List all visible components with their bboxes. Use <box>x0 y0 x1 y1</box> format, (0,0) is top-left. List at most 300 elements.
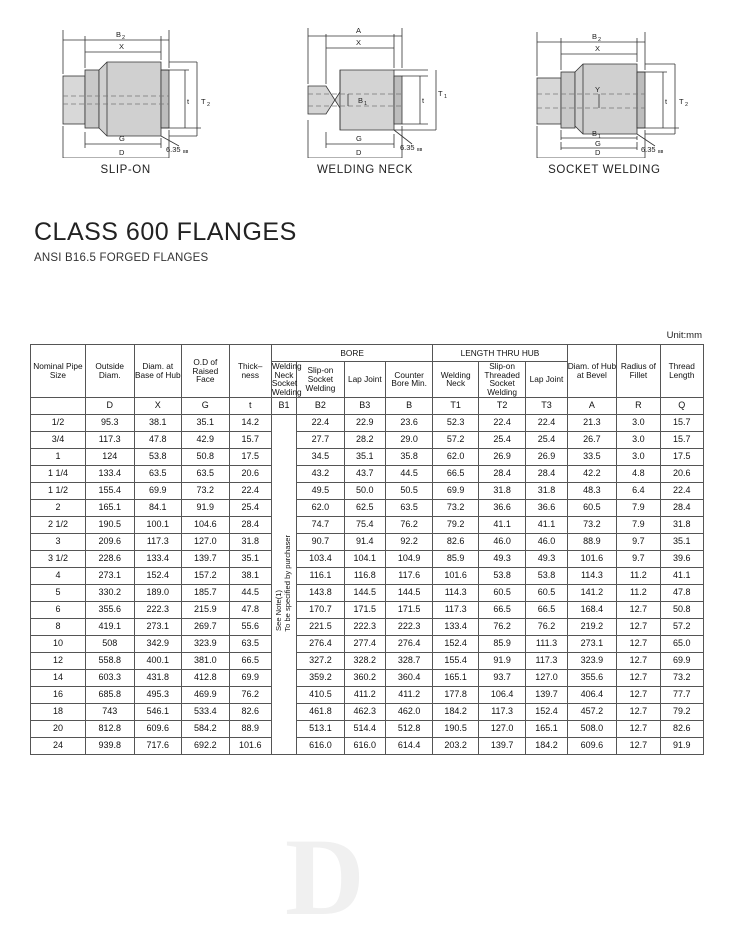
cell-value: 28.4 <box>526 465 567 482</box>
svg-text:1: 1 <box>363 101 368 107</box>
cell-value: 79.2 <box>433 516 478 533</box>
cell-value: 47.8 <box>229 601 271 618</box>
cell-value: 3.0 <box>617 414 660 431</box>
table-row <box>31 618 704 635</box>
cell-value: 39.6 <box>660 550 703 567</box>
cell-nominal-pipe-size: 1 <box>31 448 86 465</box>
title-block <box>0 200 730 264</box>
unit-note: Unit:mm <box>666 330 702 341</box>
svg-text:t: t <box>421 96 425 105</box>
th-thread-length <box>660 345 703 398</box>
th-label: Slip-on Threaded Socket Welding <box>484 361 520 398</box>
cell-value: 22.4 <box>526 414 567 431</box>
cell-value: 57.2 <box>433 431 478 448</box>
cell-value: 165.1 <box>526 720 567 737</box>
cell-nominal-pipe-size: 14 <box>31 669 86 686</box>
cell-value: 22.4 <box>297 414 345 431</box>
b1-note-line-2: To be specified by purchaser <box>283 534 292 632</box>
cell-value: 41.1 <box>478 516 526 533</box>
cell-value: 63.5 <box>385 499 433 516</box>
svg-text:T: T <box>437 89 443 98</box>
cell-nominal-pipe-size: 8 <box>31 618 86 635</box>
table-row <box>31 414 704 431</box>
diagram-caption-slip-on: SLIP-ON <box>100 164 151 176</box>
svg-text:X: X <box>355 38 361 47</box>
svg-text:ʙʙ: ʙʙ <box>416 147 423 153</box>
cell-value: 117.3 <box>85 431 134 448</box>
cell-value: 66.5 <box>526 601 567 618</box>
cell-value: 42.9 <box>182 431 230 448</box>
cell-value: 35.1 <box>660 533 703 550</box>
cell-nominal-pipe-size: 20 <box>31 720 86 737</box>
th-lth-lap-joint <box>526 362 567 398</box>
symbol-cell: t <box>229 397 271 414</box>
cell-value: 41.1 <box>526 516 567 533</box>
cell-value: 11.2 <box>617 584 660 601</box>
cell-value: 101.6 <box>433 567 478 584</box>
cell-value: 276.4 <box>297 635 345 652</box>
cell-value: 609.6 <box>567 737 617 754</box>
svg-text:1: 1 <box>443 94 448 100</box>
cell-value: 603.3 <box>85 669 134 686</box>
cell-value: 117.3 <box>134 533 182 550</box>
cell-value: 222.3 <box>385 618 433 635</box>
symbol-cell: X <box>134 397 182 414</box>
cell-value: 90.7 <box>297 533 345 550</box>
cell-value: 939.8 <box>85 737 134 754</box>
cell-value: 152.4 <box>134 567 182 584</box>
cell-value: 355.6 <box>567 669 617 686</box>
cell-value: 177.8 <box>433 686 478 703</box>
cell-value: 43.7 <box>344 465 385 482</box>
cell-value: 114.3 <box>433 584 478 601</box>
b1-note-line-1: See Note(1) <box>274 590 284 632</box>
cell-value: 106.4 <box>478 686 526 703</box>
cell-nominal-pipe-size: 2 1/2 <box>31 516 86 533</box>
slip-on-drawing <box>11 8 241 158</box>
cell-value: 431.8 <box>134 669 182 686</box>
cell-value: 27.7 <box>297 431 345 448</box>
flange-dimensions-table <box>30 344 704 755</box>
cell-value: 53.8 <box>526 567 567 584</box>
cell-value: 66.5 <box>433 465 478 482</box>
cell-nominal-pipe-size: 16 <box>31 686 86 703</box>
cell-value: 469.9 <box>182 686 230 703</box>
cell-value: 66.5 <box>478 601 526 618</box>
table-row <box>31 601 704 618</box>
cell-value: 73.2 <box>182 482 230 499</box>
svg-text:B: B <box>115 30 121 39</box>
cell-value: 143.8 <box>297 584 345 601</box>
diagram-slip-on <box>6 8 245 200</box>
svg-text:6.35: 6.35 <box>641 145 656 154</box>
cell-nominal-pipe-size: 5 <box>31 584 86 601</box>
cell-nominal-pipe-size: 2 <box>31 499 86 516</box>
cell-value: 609.6 <box>134 720 182 737</box>
th-radius-of-fillet <box>617 345 660 398</box>
th-bore-counter-bore-min <box>385 362 433 398</box>
cell-value: 44.5 <box>229 584 271 601</box>
cell-value: 323.9 <box>567 652 617 669</box>
cell-value: 62.0 <box>433 448 478 465</box>
cell-value: 46.0 <box>526 533 567 550</box>
cell-nominal-pipe-size: 3/4 <box>31 431 86 448</box>
cell-value: 328.2 <box>344 652 385 669</box>
cell-value: 62.5 <box>344 499 385 516</box>
cell-value: 75.4 <box>344 516 385 533</box>
cell-value: 155.4 <box>85 482 134 499</box>
cell-value: 152.4 <box>433 635 478 652</box>
svg-text:ʙʙ: ʙʙ <box>658 149 664 155</box>
th-lth-welding-neck <box>433 362 478 398</box>
table-body <box>31 414 704 754</box>
page-title: CLASS 600 FLANGES <box>34 218 297 246</box>
cell-value: 222.3 <box>134 601 182 618</box>
cell-value: 184.2 <box>526 737 567 754</box>
th-label: Outside Diam. <box>95 361 125 380</box>
cell-value: 203.2 <box>433 737 478 754</box>
symbol-cell: A <box>567 397 617 414</box>
cell-value: 47.8 <box>134 431 182 448</box>
cell-value: 34.5 <box>297 448 345 465</box>
cell-value: 117.6 <box>385 567 433 584</box>
cell-value: 14.2 <box>229 414 271 431</box>
cell-value: 35.1 <box>229 550 271 567</box>
cell-value: 41.1 <box>660 567 703 584</box>
cell-value: 546.1 <box>134 703 182 720</box>
cell-value: 60.5 <box>478 584 526 601</box>
cell-value: 276.4 <box>385 635 433 652</box>
cell-value: 15.7 <box>660 414 703 431</box>
cell-value: 50.8 <box>660 601 703 618</box>
cell-value: 77.7 <box>660 686 703 703</box>
table-row <box>31 567 704 584</box>
cell-value: 20.6 <box>229 465 271 482</box>
svg-text:2: 2 <box>598 37 602 43</box>
table-row <box>31 482 704 499</box>
cell-value: 124 <box>85 448 134 465</box>
cell-value: 512.8 <box>385 720 433 737</box>
table-row <box>31 720 704 737</box>
cell-value: 12.7 <box>617 652 660 669</box>
cell-value: 616.0 <box>297 737 345 754</box>
cell-value: 133.4 <box>433 618 478 635</box>
th-label: Diam. of Hub at Bevel <box>567 361 617 380</box>
symbol-cell: B2 <box>297 397 345 414</box>
cell-value: 15.7 <box>660 431 703 448</box>
cell-value: 269.7 <box>182 618 230 635</box>
cell-value: 57.2 <box>660 618 703 635</box>
cell-value: 53.8 <box>478 567 526 584</box>
symbol-cell: T3 <box>526 397 567 414</box>
cell-value: 28.4 <box>478 465 526 482</box>
diagram-caption-socket-welding: SOCKET WELDING <box>548 164 661 176</box>
th-group-bore: BORE <box>271 345 433 362</box>
cell-nominal-pipe-size: 3 <box>31 533 86 550</box>
cell-value: 219.2 <box>567 618 617 635</box>
cell-value: 91.9 <box>182 499 230 516</box>
cell-value: 82.6 <box>433 533 478 550</box>
svg-text:B: B <box>592 32 598 41</box>
cell-value: 411.2 <box>385 686 433 703</box>
cell-nominal-pipe-size: 10 <box>31 635 86 652</box>
cell-value: 76.2 <box>478 618 526 635</box>
cell-value: 36.6 <box>526 499 567 516</box>
svg-text:A: A <box>355 26 361 35</box>
cell-value: 139.7 <box>182 550 230 567</box>
cell-value: 495.3 <box>134 686 182 703</box>
cell-value: 31.8 <box>478 482 526 499</box>
cell-value: 127.0 <box>478 720 526 737</box>
cell-value: 117.3 <box>433 601 478 618</box>
cell-value: 12.7 <box>617 737 660 754</box>
symbol-cell: B3 <box>344 397 385 414</box>
table-group-header-row <box>31 345 704 362</box>
cell-value: 144.5 <box>385 584 433 601</box>
cell-value: 31.8 <box>526 482 567 499</box>
table-symbol-row <box>31 397 704 414</box>
symbol-cell: B <box>385 397 433 414</box>
svg-text:2: 2 <box>121 35 125 41</box>
cell-value: 12.7 <box>617 601 660 618</box>
symbol-cell <box>31 397 86 414</box>
cell-value: 25.4 <box>478 431 526 448</box>
cell-value: 165.1 <box>85 499 134 516</box>
cell-value: 616.0 <box>344 737 385 754</box>
cell-value: 533.4 <box>182 703 230 720</box>
cell-value: 273.1 <box>134 618 182 635</box>
cell-value: 101.6 <box>229 737 271 754</box>
cell-value: 55.6 <box>229 618 271 635</box>
cell-nominal-pipe-size: 24 <box>31 737 86 754</box>
cell-value: 63.5 <box>229 635 271 652</box>
cell-value: 139.7 <box>478 737 526 754</box>
cell-value: 50.5 <box>385 482 433 499</box>
th-diam-at-base-of-hub <box>134 345 182 398</box>
cell-value: 381.0 <box>182 652 230 669</box>
cell-value: 144.5 <box>344 584 385 601</box>
svg-text:ʙʙ: ʙʙ <box>182 149 188 155</box>
cell-value: 133.4 <box>134 550 182 567</box>
cell-value: 20.6 <box>660 465 703 482</box>
cell-value: 62.0 <box>297 499 345 516</box>
table-row <box>31 652 704 669</box>
cell-value: 327.2 <box>297 652 345 669</box>
th-label: Lap Joint <box>347 374 382 385</box>
cell-value: 38.1 <box>134 414 182 431</box>
cell-nominal-pipe-size: 12 <box>31 652 86 669</box>
table-row <box>31 584 704 601</box>
cell-value: 91.4 <box>344 533 385 550</box>
cell-value: 400.1 <box>134 652 182 669</box>
watermark: D <box>285 816 365 938</box>
cell-value: 26.9 <box>478 448 526 465</box>
cell-value: 127.0 <box>526 669 567 686</box>
cell-value: 11.2 <box>617 567 660 584</box>
table-row <box>31 550 704 567</box>
cell-value: 190.5 <box>433 720 478 737</box>
cell-value: 104.9 <box>385 550 433 567</box>
cell-value: 48.3 <box>567 482 617 499</box>
cell-value: 116.1 <box>297 567 345 584</box>
cell-value: 88.9 <box>567 533 617 550</box>
cell-value: 330.2 <box>85 584 134 601</box>
cell-value: 692.2 <box>182 737 230 754</box>
cell-value: 104.1 <box>344 550 385 567</box>
cell-value: 157.2 <box>182 567 230 584</box>
cell-value: 359.2 <box>297 669 345 686</box>
cell-value: 69.9 <box>229 669 271 686</box>
cell-value: 190.5 <box>85 516 134 533</box>
table-row <box>31 499 704 516</box>
cell-value: 9.7 <box>617 533 660 550</box>
cell-value: 49.3 <box>526 550 567 567</box>
diagram-socket-welding <box>485 8 724 200</box>
th-group-length-thru-hub: LENGTH THRU HUB <box>433 345 567 362</box>
th-bore-welding-neck-socket-welding <box>271 361 302 398</box>
symbol-cell: D <box>85 397 134 414</box>
cell-value: 31.8 <box>660 516 703 533</box>
svg-text:G: G <box>118 134 125 143</box>
cell-value: 3.0 <box>617 448 660 465</box>
th-label: Counter Bore Min. <box>391 369 427 389</box>
cell-value: 717.6 <box>134 737 182 754</box>
cell-value: 22.4 <box>660 482 703 499</box>
cell-value: 171.5 <box>344 601 385 618</box>
cell-value: 46.0 <box>478 533 526 550</box>
cell-value: 22.9 <box>344 414 385 431</box>
cell-value: 73.2 <box>660 669 703 686</box>
cell-value: 508 <box>85 635 134 652</box>
cell-value: 26.7 <box>567 431 617 448</box>
svg-text:G: G <box>355 134 362 143</box>
cell-value: 584.2 <box>182 720 230 737</box>
cell-value: 461.8 <box>297 703 345 720</box>
cell-value: 44.5 <box>385 465 433 482</box>
cell-value: 69.9 <box>660 652 703 669</box>
cell-value: 743 <box>85 703 134 720</box>
cell-value: 91.9 <box>660 737 703 754</box>
cell-value: 360.2 <box>344 669 385 686</box>
cell-value: 462.3 <box>344 703 385 720</box>
table-row <box>31 686 704 703</box>
cell-value: 457.2 <box>567 703 617 720</box>
cell-value: 69.9 <box>433 482 478 499</box>
cell-value: 42.2 <box>567 465 617 482</box>
cell-value: 141.2 <box>567 584 617 601</box>
th-label: Thread Length <box>668 361 695 380</box>
cell-value: 92.2 <box>385 533 433 550</box>
svg-text:t: t <box>186 97 189 106</box>
table-row <box>31 448 704 465</box>
symbol-cell: T2 <box>478 397 526 414</box>
symbol-cell: B1 <box>271 397 296 414</box>
cell-value: 17.5 <box>660 448 703 465</box>
cell-value: 12.7 <box>617 703 660 720</box>
socket-welding-drawing <box>489 8 719 158</box>
cell-value: 355.6 <box>85 601 134 618</box>
cell-value: 117.3 <box>478 703 526 720</box>
cell-value: 273.1 <box>567 635 617 652</box>
svg-text:6.35: 6.35 <box>399 143 415 152</box>
cell-value: 50.8 <box>182 448 230 465</box>
cell-value: 12.7 <box>617 618 660 635</box>
cell-value: 152.4 <box>526 703 567 720</box>
cell-value: 22.4 <box>229 482 271 499</box>
cell-nominal-pipe-size: 18 <box>31 703 86 720</box>
cell-value: 685.8 <box>85 686 134 703</box>
symbol-cell: T1 <box>433 397 478 414</box>
svg-text:X: X <box>118 42 124 51</box>
cell-value: 28.2 <box>344 431 385 448</box>
cell-value: 31.8 <box>229 533 271 550</box>
cell-value: 462.0 <box>385 703 433 720</box>
th-label: Nominal Pipe Size <box>33 361 83 380</box>
cell-value: 170.7 <box>297 601 345 618</box>
cell-value: 38.1 <box>229 567 271 584</box>
table-row <box>31 635 704 652</box>
cell-value: 91.9 <box>478 652 526 669</box>
cell-value: 74.7 <box>297 516 345 533</box>
cell-value: 12.7 <box>617 686 660 703</box>
th-nominal-pipe-size <box>31 345 86 398</box>
table-row <box>31 431 704 448</box>
cell-value: 508.0 <box>567 720 617 737</box>
svg-text:6.35: 6.35 <box>165 145 181 154</box>
table-row <box>31 516 704 533</box>
cell-value: 165.1 <box>433 669 478 686</box>
cell-value: 323.9 <box>182 635 230 652</box>
svg-text:D: D <box>595 148 601 157</box>
cell-value: 410.5 <box>297 686 345 703</box>
cell-value: 342.9 <box>134 635 182 652</box>
cell-value: 411.2 <box>344 686 385 703</box>
cell-value: 133.4 <box>85 465 134 482</box>
cell-b1-note <box>271 414 296 754</box>
cell-value: 73.2 <box>567 516 617 533</box>
cell-value: 328.7 <box>385 652 433 669</box>
cell-value: 33.5 <box>567 448 617 465</box>
cell-nominal-pipe-size: 1 1/4 <box>31 465 86 482</box>
cell-value: 100.1 <box>134 516 182 533</box>
cell-value: 73.2 <box>433 499 478 516</box>
cell-value: 49.3 <box>478 550 526 567</box>
cell-value: 111.3 <box>526 635 567 652</box>
cell-value: 9.7 <box>617 550 660 567</box>
cell-value: 139.7 <box>526 686 567 703</box>
cell-nominal-pipe-size: 1 1/2 <box>31 482 86 499</box>
cell-value: 52.3 <box>433 414 478 431</box>
cell-value: 85.9 <box>433 550 478 567</box>
cell-value: 12.7 <box>617 635 660 652</box>
cell-value: 228.6 <box>85 550 134 567</box>
cell-value: 25.4 <box>229 499 271 516</box>
th-outside-diam <box>85 345 134 398</box>
cell-value: 114.3 <box>567 567 617 584</box>
svg-text:t: t <box>665 97 668 106</box>
cell-value: 35.8 <box>385 448 433 465</box>
cell-value: 50.0 <box>344 482 385 499</box>
cell-value: 88.9 <box>229 720 271 737</box>
cell-value: 76.2 <box>526 618 567 635</box>
th-bore-lap-joint <box>344 362 385 398</box>
table-row <box>31 737 704 754</box>
diagram-band <box>0 0 730 200</box>
cell-value: 406.4 <box>567 686 617 703</box>
svg-text:B: B <box>357 96 363 105</box>
table-row <box>31 465 704 482</box>
cell-value: 103.4 <box>297 550 345 567</box>
